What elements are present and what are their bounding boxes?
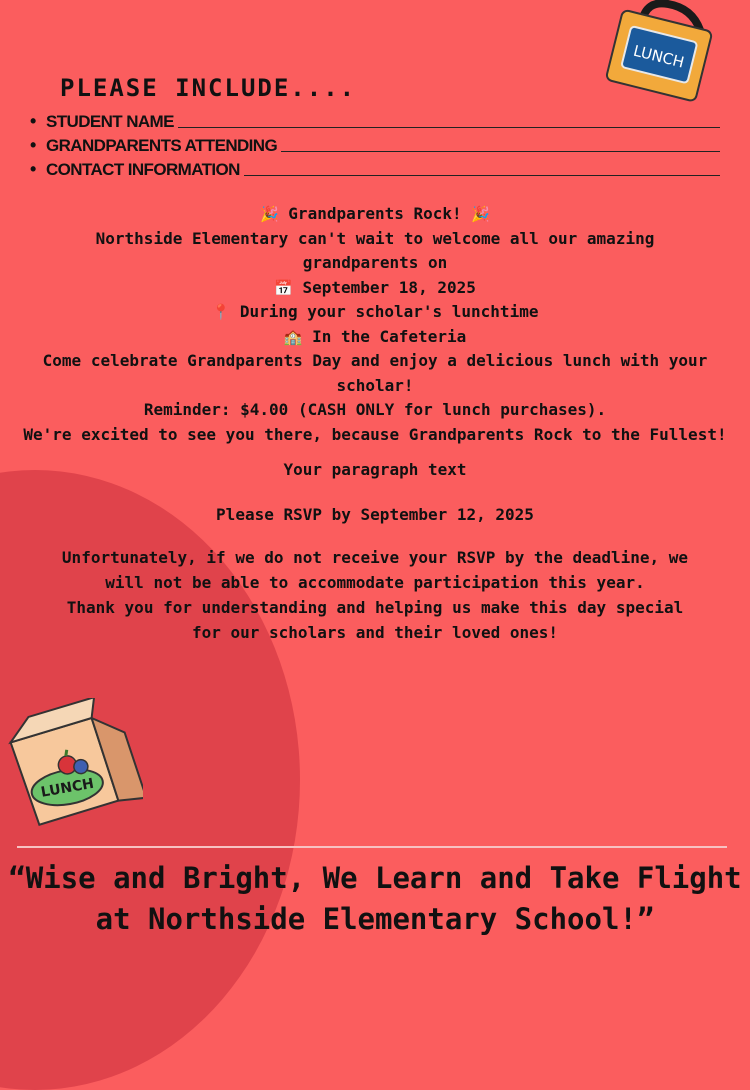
- rock-title: Grandparents Rock!: [288, 204, 462, 223]
- field-label: STUDENT NAME: [46, 112, 174, 131]
- pin-icon: 📍: [211, 303, 231, 321]
- welcome-text: Northside Elementary can't wait to welcome all our amazing grandparents on: [95, 228, 655, 272]
- event-details: [15, 202, 735, 447]
- rsvp-notice: [15, 545, 735, 645]
- school-icon: 🏫: [283, 327, 303, 346]
- field-contact: • CONTACT INFORMATION: [30, 156, 720, 180]
- school-motto: “Wise and Bright, We Learn and Take Flight at Northside Elementary School!”: [8, 861, 742, 936]
- field-label: GRANDPARENTS ATTENDING: [46, 136, 278, 155]
- reminder-text: Reminder: $4.00 (CASH ONLY for lunch purchases).: [143, 400, 607, 419]
- include-heading: PLEASE INCLUDE....: [60, 74, 357, 102]
- blank-line: [244, 175, 720, 176]
- lunch-bag-icon: [8, 698, 143, 830]
- thanks-text: Thank you for understanding and helping us make this day special for our scholars and their loved ones!: [66, 598, 684, 642]
- event-place: In the Cafeteria: [312, 326, 467, 346]
- placeholder-text: Your paragraph text: [283, 460, 467, 479]
- lunchbox-label: LUNCH: [631, 41, 686, 72]
- lunch-bag-label: LUNCH: [39, 775, 96, 801]
- field-label: CONTACT INFORMATION: [46, 160, 240, 179]
- excited-text: We're excited to see you there, because Grandparents Rock to the Fullest!: [23, 424, 727, 444]
- unfortunately-text: Unfortunately, if we do not receive your RSVP by the deadline, we will not be able to accommodate participation this year.: [61, 548, 689, 592]
- party-popper-icon: 🎉: [259, 205, 279, 223]
- calendar-icon: 📅: [274, 278, 293, 297]
- rsvp-deadline: Please RSVP by September 12, 2025: [216, 505, 534, 524]
- event-date: September 18, 2025: [302, 277, 476, 297]
- party-popper-icon: 🎉: [471, 205, 491, 223]
- field-student-name: • STUDENT NAME: [30, 108, 720, 132]
- blank-line: [281, 151, 720, 152]
- field-grandparents: • GRANDPARENTS ATTENDING: [30, 132, 720, 156]
- divider: [17, 846, 727, 848]
- required-fields-list: [30, 108, 720, 180]
- blank-line: [178, 127, 720, 128]
- lunchbox-icon: [600, 0, 720, 106]
- event-time: During your scholar's lunchtime: [239, 302, 539, 321]
- celebrate-text: Come celebrate Grandparents Day and enjoy a delicious lunch with your scholar!: [42, 351, 708, 395]
